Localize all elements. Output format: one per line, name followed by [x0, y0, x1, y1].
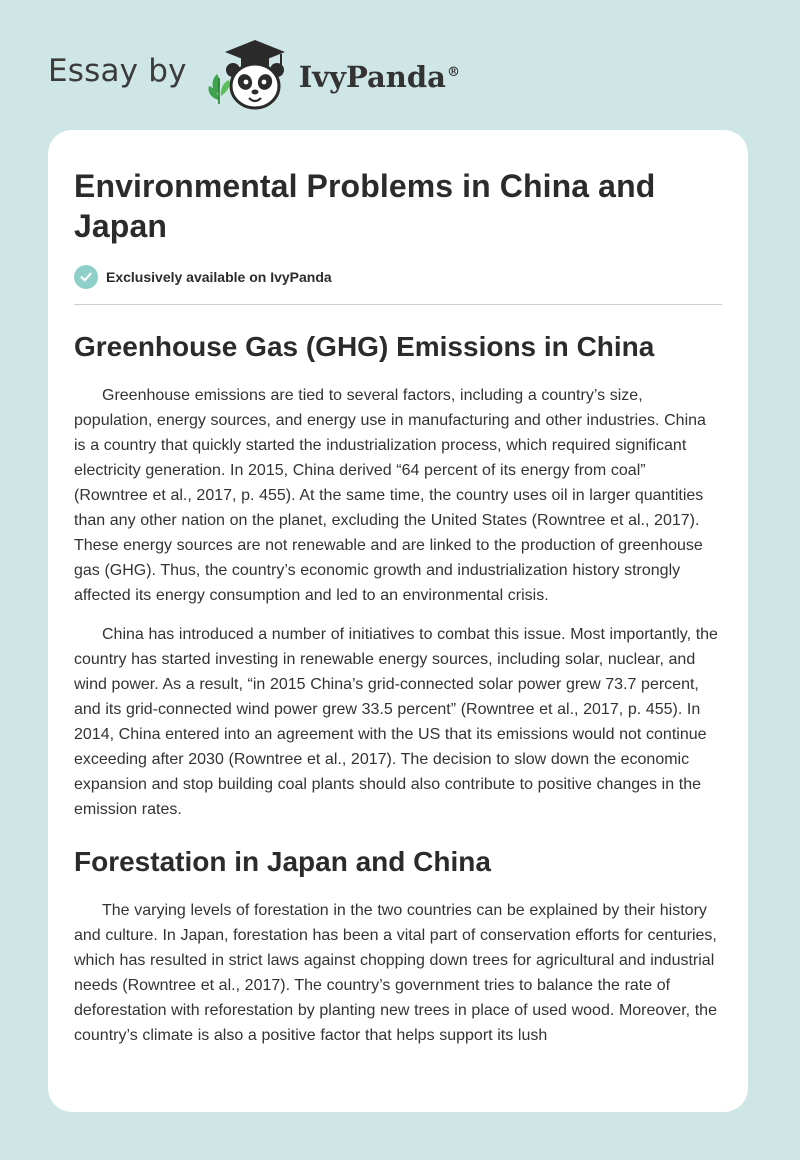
title-divider	[74, 304, 722, 305]
check-icon	[74, 265, 98, 289]
paragraph: China has introduced a number of initiatives to combat this issue. Most importantly, the country has started investing in renewable energy sources, including solar, nuclear, and wind power. As a result, “in 2015 China’s grid-connected solar power grew 73.7 percent, and its grid-connected wind power grew 33.5 percent” (Rowntree et al., 2017, p. 455). In 2014, China entered into an agreement with the US that its emissions would not continue exceeding after 2030 (Rowntree et al., 2017). The decision to slow down the economic expansion and stop building coal plants should also contribute to positive changes in the emission rates.	[74, 626, 718, 818]
leaf-icon	[208, 74, 229, 104]
paragraph: The varying levels of forestation in the two countries can be explained by their history and culture. In Japan, forestation has been a vital part of conservation efforts for centuries, which has resulted in strict laws against chopping down trees for agricultural and industrial needs (Rowntree et al., 2017). The country’s government tries to balance the rate of deforestation with reforestation by planting new trees in place of used wood. Moreover, the country’s climate is also a positive factor that helps support its lush	[74, 902, 717, 1044]
section-forestation	[74, 844, 722, 1048]
essay-by-label: Essay by	[48, 53, 187, 89]
section-body	[74, 898, 722, 1048]
panda-graduate-icon[interactable]	[205, 34, 295, 114]
section-heading: Greenhouse Gas (GHG) Emissions in China	[74, 331, 655, 362]
section-heading: Forestation in Japan and China	[74, 846, 491, 877]
brand-text: IvyPanda	[298, 60, 446, 94]
section-ghg-emissions	[74, 329, 722, 822]
essay-title: Environmental Problems in China and Japan	[74, 168, 656, 244]
trademark-symbol: ®	[446, 65, 460, 81]
paragraph: Greenhouse emissions are tied to several factors, including a country’s size, population, energy sources, and energy use in manufacturing and other industries. China is a country that quickly started the industrialization process, which required significant electricity generation. In 2015, China derived “64 percent of its energy from coal” (Rowntree et al., 2017, p. 455). At the same time, the country uses oil in larger quantities than any other nation on the planet, excluding the United States (Rowntree et al., 2017). These energy sources are not renewable and are linked to the production of greenhouse gas (GHG). Thus, the country’s economic growth and industrialization history strongly affected its energy consumption and led to an environmental crisis.	[74, 387, 706, 604]
exclusive-badge	[74, 264, 722, 290]
site-header	[48, 34, 460, 114]
section-body	[74, 383, 722, 822]
exclusive-label: Exclusively available on IvyPanda	[106, 269, 332, 285]
essay-card	[48, 130, 748, 1112]
brand-name[interactable]	[299, 60, 460, 94]
